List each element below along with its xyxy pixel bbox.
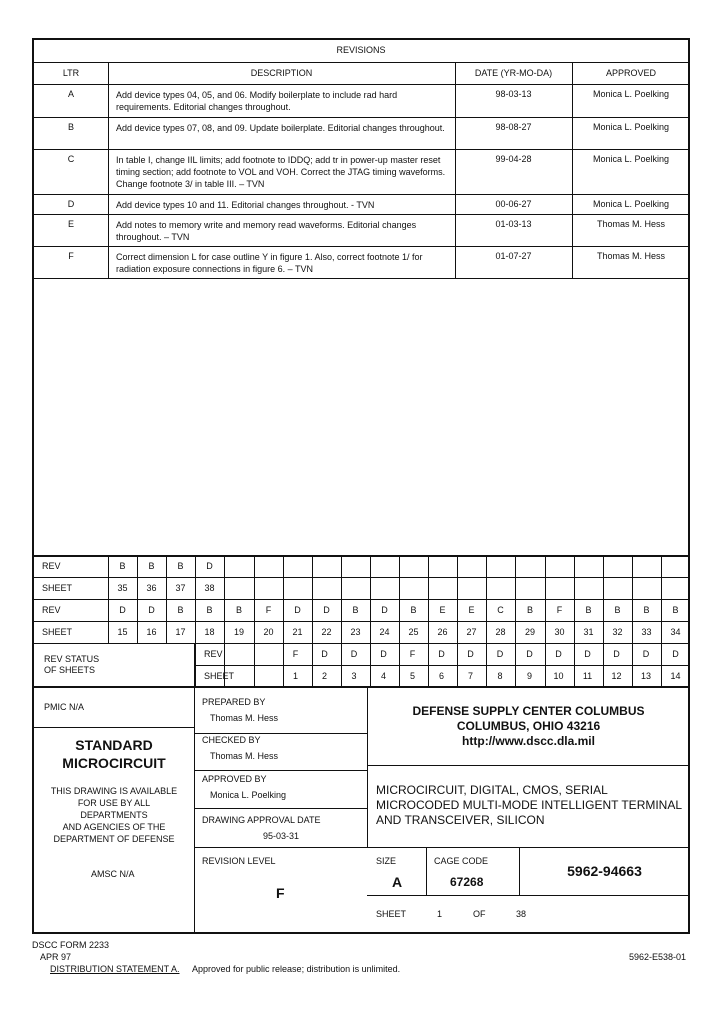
lower-sheet-cell: 18 — [204, 627, 215, 637]
revision-date: 00-06-27 — [495, 199, 532, 209]
lower-sheet-cell: 23 — [350, 627, 361, 637]
revision-approver: Monica L. Poelking — [592, 89, 670, 99]
lower-sheet-cell: 29 — [524, 627, 535, 637]
lower-rev-cell: B — [672, 605, 679, 615]
status-rev-cell: D — [350, 649, 358, 659]
status-sheet-cell: 14 — [670, 671, 681, 681]
distribution-label: DISTRIBUTION STATEMENT A. — [50, 964, 180, 974]
revision-level-label: REVISION LEVEL — [202, 856, 276, 866]
upper-rev-cell: B — [148, 561, 155, 571]
form-date: APR 97 — [40, 952, 72, 962]
lower-rev-cell: B — [614, 605, 621, 615]
status-sheet-label: SHEET — [204, 671, 235, 681]
divider — [367, 765, 690, 766]
revision-date: 98-08-27 — [495, 122, 532, 132]
upper-rev-label: REV — [42, 561, 61, 571]
status-rev-cell: D — [321, 649, 328, 659]
lower-rev-cell: B — [410, 605, 417, 615]
divider — [34, 686, 690, 688]
divider — [34, 246, 690, 247]
status-rev-cell: D — [438, 649, 445, 659]
status-sheet-cell: 5 — [409, 671, 415, 681]
status-sheet-cell: 4 — [380, 671, 386, 681]
revision-date: 01-07-27 — [495, 251, 532, 261]
size-value: A — [392, 874, 403, 890]
lower-sheet-cell: 25 — [408, 627, 419, 637]
status-rev-label: REV — [204, 649, 223, 659]
status-sheet-cell: 13 — [640, 671, 651, 681]
status-sheet-cell: 3 — [351, 671, 357, 681]
lower-sheet-cell: 30 — [554, 627, 565, 637]
lower-rev-cell: E — [439, 605, 446, 615]
lower-sheet-label: SHEET — [42, 627, 73, 637]
lower-sheet-cell: 33 — [641, 627, 652, 637]
sheet-number: 1 — [437, 909, 443, 919]
lower-sheet-cell: 26 — [437, 627, 448, 637]
divider — [34, 194, 690, 195]
revision-date: 99-04-28 — [495, 154, 532, 164]
upper-sheet-cell: 38 — [204, 583, 215, 593]
lower-sheet-cell: 28 — [495, 627, 506, 637]
status-rev-cell: D — [613, 649, 620, 659]
status-sheet-cell: 10 — [553, 671, 564, 681]
revision-letter: E — [67, 219, 74, 229]
revision-letter: A — [67, 89, 74, 99]
lower-sheet-cell: 27 — [466, 627, 477, 637]
revision-description: In table I, change IIL limits; add footnote to IDDQ; add tr in power-up master reset timing section; add footnote to VOL and VOH. Correct the JTAG timing waveforms. Change footnote 3/ in table III. – TVN — [116, 155, 446, 189]
sheet-label: SHEET — [376, 909, 407, 919]
status-rev-cell: D — [380, 649, 387, 659]
prepared-by-label: PREPARED BY — [202, 697, 266, 707]
lower-rev-cell: B — [526, 605, 533, 615]
lower-sheet-cell: 19 — [233, 627, 244, 637]
revision-date: 01-03-13 — [495, 219, 532, 229]
approved-by-label: APPROVED BY — [202, 774, 267, 784]
lower-sheet-cell: 16 — [146, 627, 157, 637]
divider — [367, 895, 690, 896]
grid-line — [254, 643, 255, 686]
lower-rev-cell: B — [643, 605, 650, 615]
header-ltr: LTR — [62, 68, 80, 78]
divider — [34, 727, 194, 728]
status-sheet-cell: 7 — [467, 671, 473, 681]
upper-rev-cell: B — [119, 561, 126, 571]
grid-line — [34, 643, 690, 644]
lower-sheet-cell: 21 — [292, 627, 303, 637]
revision-description: Add device types 10 and 11. Editorial changes throughout. - TVN — [116, 200, 375, 210]
grid-line — [34, 621, 690, 622]
divider — [34, 214, 690, 215]
availability-note: THIS DRAWING IS AVAILABLE — [50, 786, 178, 796]
drawing-title-3: AND TRANSCEIVER, SILICON — [376, 813, 545, 827]
lower-rev-label: REV — [42, 605, 61, 615]
lower-rev-cell: B — [585, 605, 592, 615]
lower-rev-cell: F — [556, 605, 563, 615]
lower-rev-cell: F — [265, 605, 272, 615]
status-rev-cell: F — [292, 649, 299, 659]
status-sheet-cell: 2 — [321, 671, 327, 681]
divider — [34, 149, 690, 150]
prepared-by: Thomas M. Hess — [210, 713, 279, 723]
pmic: PMIC N/A — [44, 702, 85, 712]
status-rev-cell: D — [555, 649, 562, 659]
divider — [34, 555, 690, 557]
grid-line — [34, 599, 690, 600]
lower-rev-cell: B — [235, 605, 242, 615]
status-sheet-cell: 6 — [438, 671, 444, 681]
lower-rev-cell: E — [468, 605, 475, 615]
revision-approver: Thomas M. Hess — [596, 251, 665, 261]
status-sheet-cell: 9 — [526, 671, 532, 681]
status-rev-cell: D — [467, 649, 474, 659]
lower-rev-cell: B — [206, 605, 213, 615]
divider — [194, 808, 367, 809]
lower-rev-cell: C — [497, 605, 504, 615]
lower-sheet-cell: 31 — [583, 627, 594, 637]
upper-sheet-cell: 37 — [175, 583, 186, 593]
upper-rev-cell: D — [206, 561, 213, 571]
revision-approver: Monica L. Poelking — [592, 199, 670, 209]
divider — [194, 686, 195, 934]
revision-level: F — [276, 885, 285, 901]
status-rev-cell: D — [526, 649, 533, 659]
size-label: SIZE — [376, 856, 397, 866]
header-description: DESCRIPTION — [250, 68, 313, 78]
lower-sheet-cell: 20 — [263, 627, 274, 637]
rev-status-label: REV STATUS — [44, 654, 100, 664]
drawing-title: MICROCIRCUIT, DIGITAL, CMOS, SERIAL — [376, 783, 608, 797]
standard-heading: STANDARD — [75, 737, 153, 753]
divider — [194, 733, 367, 734]
lower-rev-cell: D — [148, 605, 155, 615]
upper-sheet-cell: 36 — [146, 583, 157, 593]
lower-rev-cell: D — [119, 605, 126, 615]
revision-approver: Monica L. Poelking — [592, 122, 670, 132]
lower-rev-cell: D — [323, 605, 330, 615]
lower-rev-cell: B — [352, 605, 359, 615]
status-rev-cell: D — [584, 649, 591, 659]
approved-by: Monica L. Poelking — [210, 790, 287, 800]
revision-description: Add notes to memory write and memory read waveforms. Editorial changes throughout. – TVN — [116, 220, 417, 242]
agency-address: COLUMBUS, OHIO 43216 — [456, 719, 601, 733]
lower-sheet-cell: 17 — [175, 627, 186, 637]
approval-date: 95-03-31 — [263, 831, 300, 841]
revision-description: Add device types 07, 08, and 09. Update boilerplate. Editorial changes throughout. — [116, 123, 445, 133]
revision-letter: F — [68, 251, 74, 261]
checked-by: Thomas M. Hess — [210, 751, 279, 761]
revision-description: Add device types 04, 05, and 06. Modify boilerplate to include rad hard requirements. Editorial changes throughout. — [116, 90, 398, 112]
header-date: DATE (YR-MO-DA) — [474, 68, 553, 78]
grid-line — [194, 665, 690, 666]
availability-note-5: DEPARTMENT OF DEFENSE — [53, 834, 175, 844]
amsc: AMSC N/A — [91, 869, 135, 879]
drawing-number: 5962-94663 — [567, 863, 642, 879]
agency-url: http://www.dscc.dla.mil — [462, 734, 595, 748]
checked-by-label: CHECKED BY — [202, 735, 261, 745]
lower-sheet-cell: 34 — [670, 627, 681, 637]
grid-line — [195, 643, 196, 686]
divider — [34, 84, 690, 85]
upper-rev-cell: B — [177, 561, 184, 571]
upper-sheet-cell: 35 — [117, 583, 128, 593]
agency-name: DEFENSE SUPPLY CENTER COLUMBUS — [412, 704, 645, 718]
of-label: OF — [473, 909, 486, 919]
status-sheet-cell: 12 — [611, 671, 622, 681]
availability-note-4: AND AGENCIES OF THE — [62, 822, 166, 832]
revision-letter: B — [67, 122, 74, 132]
lower-rev-cell: B — [177, 605, 184, 615]
divider — [426, 847, 427, 895]
lower-rev-cell: D — [294, 605, 301, 615]
lower-sheet-cell: 15 — [117, 627, 128, 637]
upper-sheet-label: SHEET — [42, 583, 73, 593]
revision-approver: Thomas M. Hess — [596, 219, 665, 229]
revision-letter: C — [67, 154, 75, 164]
lower-sheet-cell: 24 — [379, 627, 390, 637]
cage-code: 67268 — [450, 875, 484, 889]
divider — [34, 278, 690, 279]
divider — [34, 117, 690, 118]
sheet-total: 38 — [516, 909, 527, 919]
lower-sheet-cell: 32 — [612, 627, 623, 637]
standard-heading-2: MICROCIRCUIT — [62, 755, 166, 771]
form-number: DSCC FORM 2233 — [32, 940, 110, 950]
divider — [194, 770, 367, 771]
availability-note-2: FOR USE BY ALL — [77, 798, 151, 808]
lower-rev-cell: D — [381, 605, 388, 615]
divider — [34, 62, 690, 63]
status-rev-cell: D — [496, 649, 504, 659]
divider — [194, 847, 690, 848]
grid-line — [34, 577, 690, 578]
cage-code-label: CAGE CODE — [434, 856, 489, 866]
status-rev-cell: F — [409, 649, 416, 659]
status-sheet-cell: 11 — [582, 671, 593, 681]
revision-approver: Monica L. Poelking — [592, 154, 670, 164]
revision-letter: D — [67, 199, 75, 209]
status-rev-cell: D — [642, 649, 650, 659]
status-sheet-cell: 8 — [497, 671, 503, 681]
drawing-title-2: MICROCODED MULTI-MODE INTELLIGENT TERMINAL — [376, 798, 683, 812]
header-approved: APPROVED — [605, 68, 656, 78]
form-code: 5962-E538-01 — [629, 952, 687, 962]
availability-note-3: DEPARTMENTS — [80, 810, 148, 820]
status-sheet-cell: 1 — [292, 671, 298, 681]
status-rev-cell: D — [672, 649, 679, 659]
approval-date-label: DRAWING APPROVAL DATE — [202, 815, 321, 825]
distribution-text: Approved for public release; distribution is unlimited. — [192, 964, 401, 974]
revisions-title: REVISIONS — [336, 45, 386, 55]
lower-sheet-cell: 22 — [321, 627, 332, 637]
revision-date: 98-03-13 — [495, 89, 532, 99]
revision-description: Correct dimension L for case outline Y in figure 1. Also, correct footnote 1/ for radiation exposure connections in figure 6. – TVN — [116, 252, 423, 274]
rev-status-label-2: OF SHEETS — [44, 665, 96, 675]
